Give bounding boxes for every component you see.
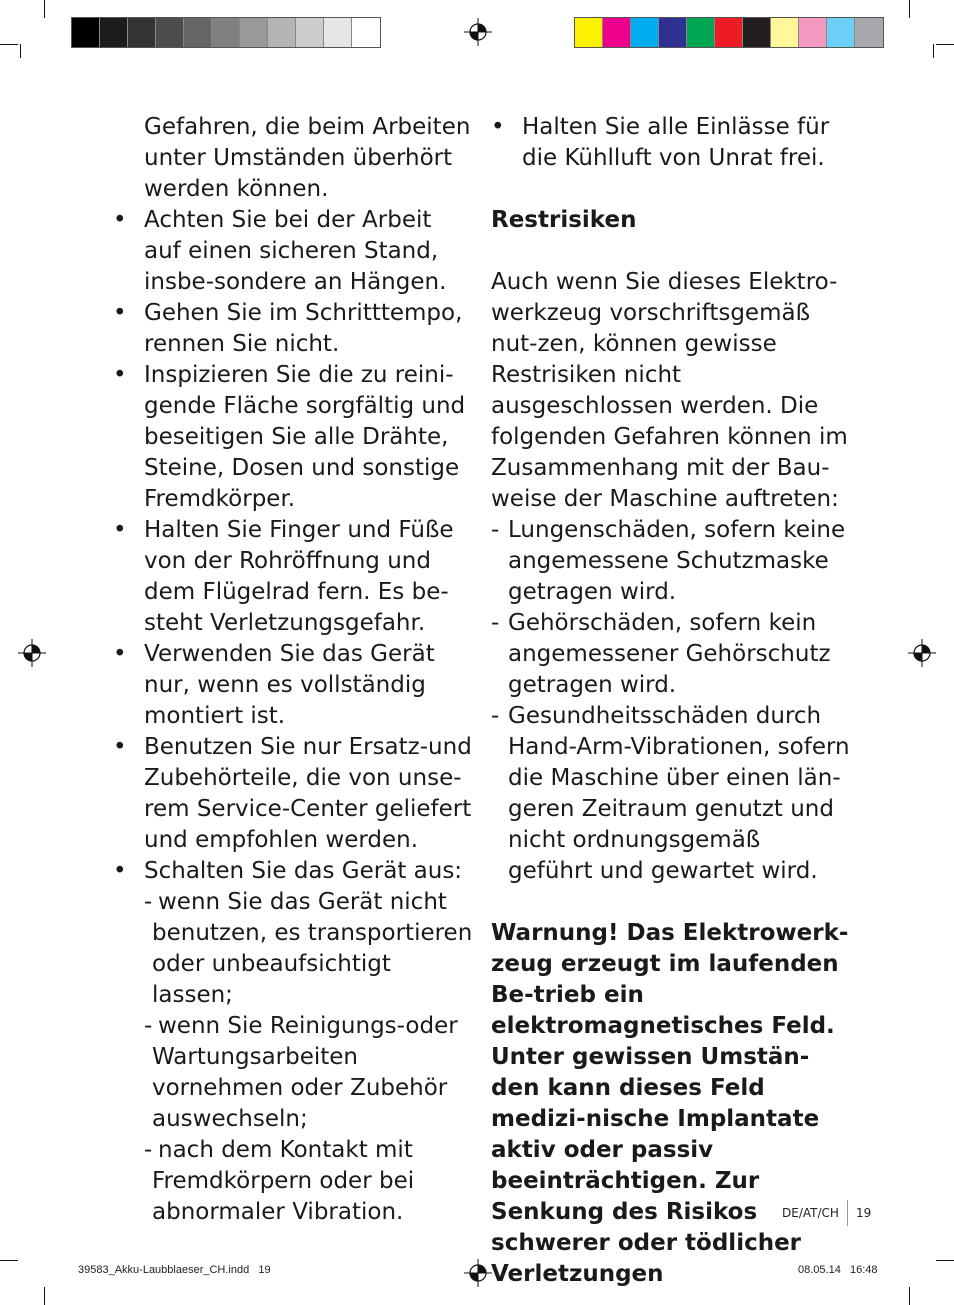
list-item: [113, 360, 473, 515]
section-heading: Restrisiken: [491, 207, 637, 233]
list-item-text: Gehen Sie im Schritttempo, rennen Sie nicht.: [144, 300, 463, 357]
crop-mark: [20, 44, 21, 58]
spacer: [491, 887, 851, 918]
dash-marker: -: [491, 703, 500, 729]
folio-divider: [847, 1200, 848, 1226]
color-swatch: [603, 18, 631, 47]
crop-mark: [0, 1260, 18, 1261]
color-swatch: [715, 18, 743, 47]
color-swatch: [631, 18, 659, 47]
bullet-marker: •: [491, 114, 505, 140]
risk-item: [491, 608, 851, 701]
sub-list-item-text: wenn Sie das Gerät nicht benutzen, es transportieren oder unbeaufsichtigt lassen;: [152, 889, 473, 1008]
color-swatch: [659, 18, 687, 47]
continuation-text: Gefahren, die beim Arbeiten unter Umständen überhört werden können.: [144, 114, 471, 202]
page-number: 19: [856, 1206, 872, 1220]
bullet-marker: •: [113, 362, 127, 388]
color-swatch: [799, 18, 827, 47]
risk-item-text: Gesundheitsschäden durch Hand-Arm-Vibrationen, sofern die Maschine über einen län-geren Zeitraum genutzt und nicht ordnungsgemäß geführt und gewartet wird.: [508, 703, 850, 884]
dash-marker: -: [491, 517, 500, 543]
color-swatch: [771, 18, 799, 47]
list-item-text: Halten Sie alle Einlässe für die Kühlluft von Unrat frei.: [522, 114, 830, 171]
color-swatch: [268, 18, 296, 47]
crop-mark: [909, 1287, 910, 1305]
sub-list-item-text: nach dem Kontakt mit Fremdkörpern oder bei abnormaler Vibration.: [152, 1137, 415, 1225]
list-item: [113, 856, 473, 887]
crop-mark: [44, 0, 45, 18]
list-item-text: Inspizieren Sie die zu reini-gende Fläche sorgfältig und beseitigen Sie alle Drähte, Steine, Dosen und sonstige Fremdkörper.: [144, 362, 466, 512]
sub-list-item: [144, 1011, 473, 1135]
crop-mark: [44, 1287, 45, 1305]
left-column: [113, 112, 473, 1228]
bullet-marker: •: [113, 641, 127, 667]
sub-list-item-text: wenn Sie Reinigungs-oder Wartungsarbeiten vornehmen oder Zubehör auswechseln;: [152, 1013, 458, 1132]
crop-mark: [933, 44, 934, 58]
sub-list-item: [144, 1135, 473, 1228]
list-item-text: Halten Sie Finger und Füße von der Rohröffnung und dem Flügelrad fern. Es be-steht Verletzungsgefahr.: [144, 517, 454, 636]
gray-calibration-bar: [71, 17, 381, 48]
bullet-marker: •: [113, 517, 127, 543]
color-swatch: [240, 18, 268, 47]
slug-datetime: 08.05.14 16:48: [798, 1264, 878, 1276]
bullet-marker: •: [113, 734, 127, 760]
color-swatch: [352, 18, 380, 47]
color-swatch: [156, 18, 184, 47]
color-swatch: [827, 18, 855, 47]
list-item: [113, 515, 473, 639]
slug-filename: 39583_Akku-Laubblaeser_CH.indd 19: [78, 1264, 271, 1276]
list-item: [113, 732, 473, 856]
registration-mark-icon: [18, 639, 46, 667]
color-swatch: [855, 18, 883, 47]
spacer: [491, 236, 851, 267]
list-item: [113, 205, 473, 298]
color-swatch: [687, 18, 715, 47]
risk-item-text: Gehörschäden, sofern kein angemessener Gehörschutz getragen wird.: [508, 610, 831, 698]
dash-marker: -: [144, 1013, 153, 1039]
list-item: [113, 298, 473, 360]
color-swatch: [100, 18, 128, 47]
intro-paragraph: Auch wenn Sie dieses Elektro-werkzeug vorschriftsgemäß nut-zen, können gewisse Restrisiken nicht ausgeschlossen werden. Die folgenden Gefahren können im Zusammenhang mit der Bau-weise der Maschine auftreten:: [491, 269, 848, 512]
color-swatch: [296, 18, 324, 47]
risk-item: [491, 515, 851, 608]
sub-list-item: [144, 887, 473, 1011]
color-swatch: [212, 18, 240, 47]
registration-mark-icon: [908, 639, 936, 667]
region-label: DE/AT/CH: [782, 1206, 839, 1220]
dash-marker: -: [144, 1137, 153, 1163]
color-swatch: [743, 18, 771, 47]
risk-item: [491, 701, 851, 887]
bullet-marker: •: [113, 207, 127, 233]
warning-paragraph: Warnung! Das Elektrowerk-zeug erzeugt im laufenden Be-trieb ein elektromagnetisches Feld. Unter gewissen Umstän-den kann dieses Feld medizi-nische Implantate aktiv oder passiv beeinträchtigen. Zur Senkung des Risikos schwerer oder tödlicher Verletzungen: [491, 920, 849, 1287]
spacer: [491, 174, 851, 205]
list-item-text: Verwenden Sie das Gerät nur, wenn es vollständig montiert ist.: [144, 641, 435, 729]
crop-mark: [0, 44, 18, 45]
bullet-marker: •: [113, 300, 127, 326]
color-calibration-bar: [574, 17, 884, 48]
registration-mark-icon: [464, 1259, 492, 1287]
list-item-text: Achten Sie bei der Arbeit auf einen sicheren Stand, insbe-sondere an Hängen.: [144, 207, 447, 295]
list-item: [491, 112, 851, 174]
crop-mark: [909, 0, 910, 18]
color-swatch: [72, 18, 100, 47]
color-swatch: [324, 18, 352, 47]
right-column: [491, 112, 851, 1290]
color-swatch: [184, 18, 212, 47]
crop-mark: [936, 44, 954, 45]
list-item: [113, 639, 473, 732]
dash-marker: -: [144, 889, 153, 915]
sub-list: [113, 887, 473, 1228]
list-item-text: Benutzen Sie nur Ersatz-und Zubehörteile, die von unse-rem Service-Center geliefert und empfohlen werden.: [144, 734, 472, 853]
dash-marker: -: [491, 610, 500, 636]
color-swatch: [128, 18, 156, 47]
color-swatch: [575, 18, 603, 47]
risk-item-text: Lungenschäden, sofern keine angemessene Schutzmaske getragen wird.: [508, 517, 846, 605]
crop-mark: [936, 1260, 954, 1261]
registration-mark-icon: [464, 18, 492, 46]
list-item-text: Schalten Sie das Gerät aus:: [144, 858, 463, 884]
bullet-marker: •: [113, 858, 127, 884]
